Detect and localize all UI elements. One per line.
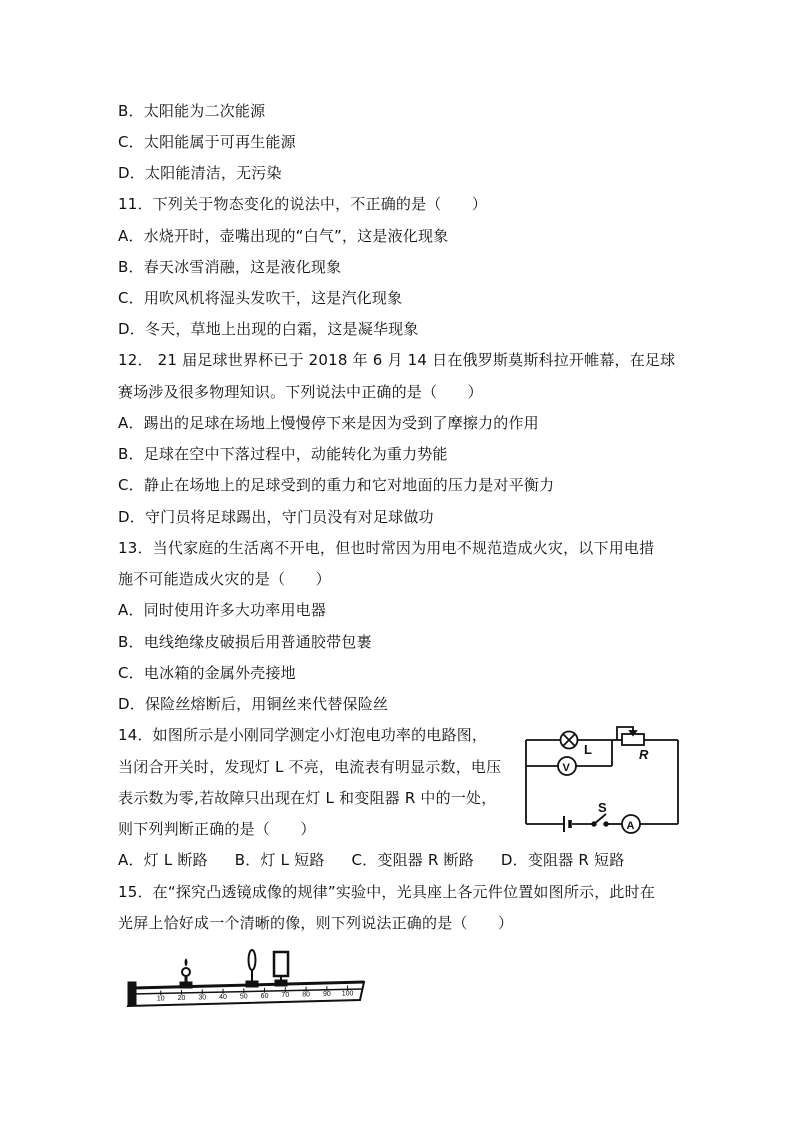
bench-tick-label: 10 — [156, 995, 165, 1003]
bench-tick-label: 20 — [177, 994, 186, 1002]
q11-option-a: A．水烧开时，壶嘴出现的“白气”，这是液化现象 — [118, 227, 449, 245]
bench-tick-label: 80 — [302, 991, 310, 999]
bench-tick-label: 60 — [260, 992, 269, 1000]
q12-option-a: A．踢出的足球在场地上慢慢停下来是因为受到了摩擦力的作用 — [118, 414, 539, 432]
ammeter-label: A — [626, 820, 635, 832]
q14-stem-line1: 14．如图所示是小刚同学测定小灯泡电功率的电路图， — [118, 726, 488, 744]
q14-stem-line4: 则下列判断正确的是（ ） — [118, 820, 316, 838]
voltmeter-label: V — [562, 762, 570, 774]
q13-option-c: C．电冰箱的金属外壳接地 — [118, 664, 296, 682]
q14-option-d: D．变阻器 R 短路 — [500, 851, 625, 869]
q14-option-c: C．变阻器 R 断路 — [351, 851, 474, 869]
q10-option-b: B．太阳能为二次能源 — [118, 102, 266, 120]
q13-stem-line1: 13．当代家庭的生活离不开电，但也时常因为用电不规范造成火灾，以下用电措 — [118, 539, 655, 557]
q15-optical-bench — [124, 942, 374, 1010]
q12-option-d: D．守门员将足球踢出，守门员没有对足球做功 — [118, 508, 434, 526]
q14-option-b: B．灯 L 短路 — [234, 851, 325, 869]
switch-label: S — [598, 800, 607, 815]
q12-option-b: B．足球在空中下落过程中，动能转化为重力势能 — [118, 445, 448, 463]
q15-stem-line1: 15．在“探究凸透镜成像的规律”实验中，光具座上各元件位置如图所示，此时在 — [118, 883, 656, 901]
q12-stem-line1: 12． 21 届足球世界杯已于 2018 年 6 月 14 日在俄罗斯莫斯科拉开帷幕，在足球 — [118, 351, 676, 369]
bench-tick-label: 90 — [322, 991, 331, 999]
q11-stem: 11．下列关于物态变化的说法中，不正确的是（ ） — [118, 195, 488, 213]
q14-option-a: A．灯 L 断路 — [118, 851, 208, 869]
q12-stem-line2: 赛场涉及很多物理知识。下列说法中正确的是（ ） — [118, 383, 483, 401]
bench-tick-label: 70 — [281, 992, 290, 1000]
q10-option-d: D．太阳能清洁，无污染 — [118, 164, 282, 182]
q13-option-b: B．电线绝缘皮破损后用普通胶带包裹 — [118, 633, 372, 651]
q11-option-b: B．春天冰雪消融，这是液化现象 — [118, 258, 342, 276]
q15-stem-line2: 光屏上恰好成一个清晰的像，则下列说法正确的是（ ） — [118, 914, 514, 932]
bench-tick-label: 30 — [198, 994, 207, 1002]
bench-tick-label: 100 — [341, 990, 354, 998]
q11-option-c: C．用吹风机将湿头发吹干，这是汽化现象 — [118, 289, 403, 307]
bench-tick-label: 50 — [239, 993, 248, 1001]
q14-options — [118, 850, 646, 870]
q13-option-d: D．保险丝熔断后，用铜丝来代替保险丝 — [118, 695, 389, 713]
q14-stem-line3: 表示数为零,若故障只出现在灯 L 和变阻器 R 中的一处， — [118, 789, 497, 807]
q14-circuit-diagram — [520, 724, 685, 836]
q12-option-c: C．静止在场地上的足球受到的重力和它对地面的压力是对平衡力 — [118, 476, 555, 494]
q10-option-c: C．太阳能属于可再生能源 — [118, 133, 296, 151]
rheostat-label: R — [639, 747, 649, 762]
lamp-label: L — [584, 742, 592, 757]
q13-option-a: A．同时使用许多大功率用电器 — [118, 601, 327, 619]
bench-tick-label: 40 — [219, 993, 227, 1001]
q14-stem-line2: 当闭合开关时，发现灯 L 不亮，电流表有明显示数，电压 — [118, 758, 502, 776]
q13-stem-line2: 施不可能造成火灾的是（ ） — [118, 570, 331, 588]
q11-option-d: D．冬天，草地上出现的白霜，这是凝华现象 — [118, 320, 419, 338]
